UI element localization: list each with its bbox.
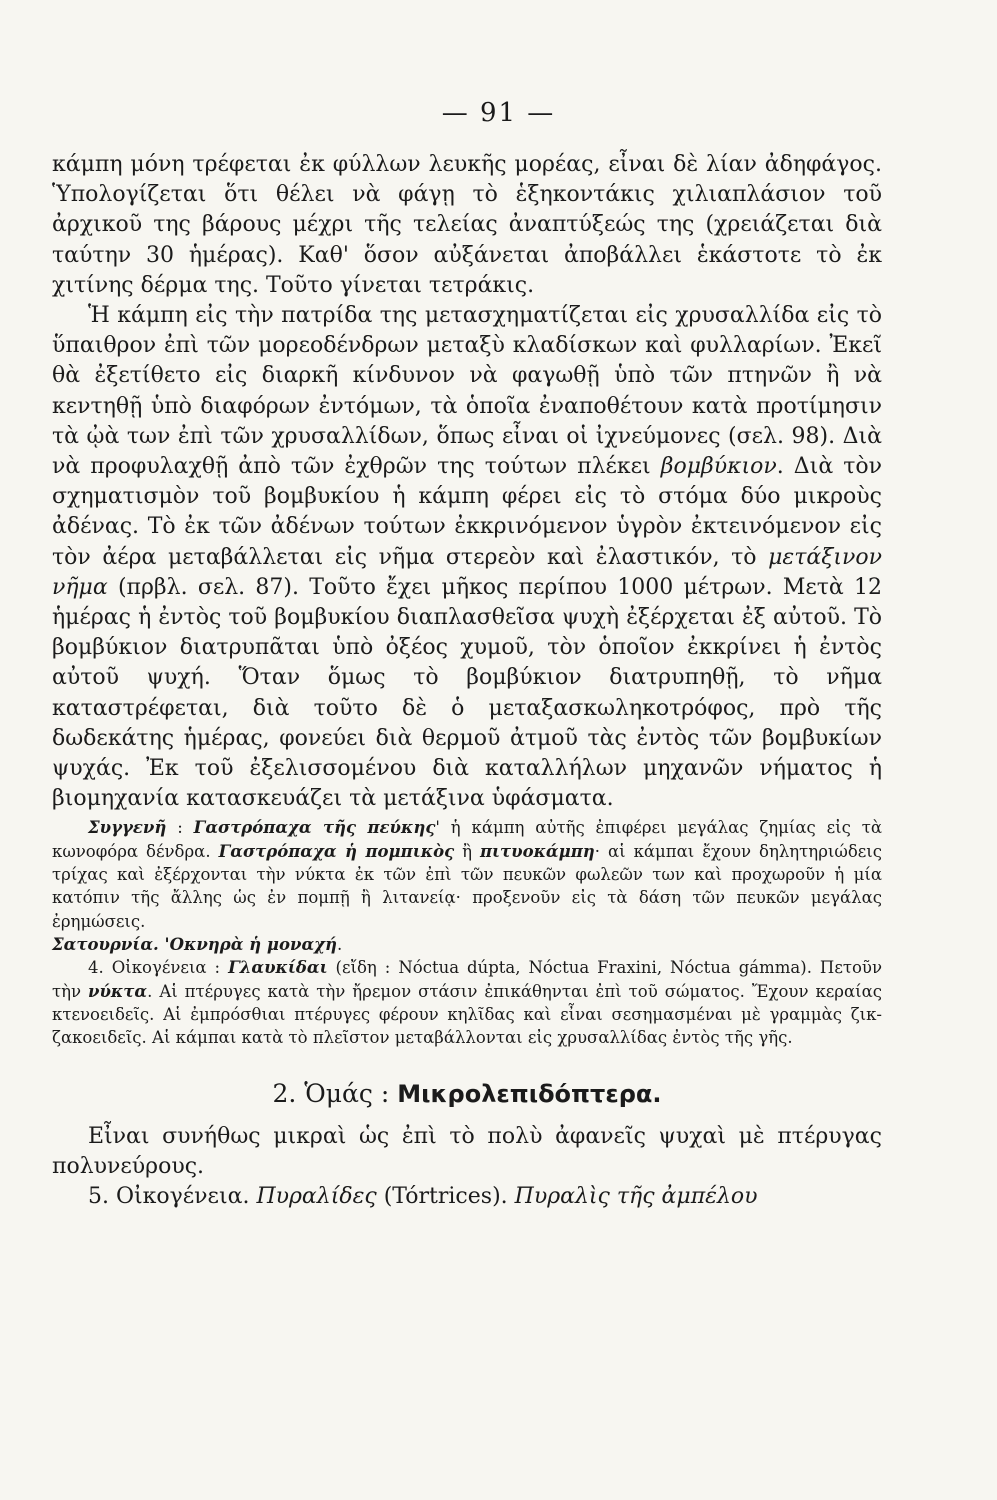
heading-title: Μικρολεπιδόπτερα. — [397, 1080, 662, 1109]
note-text: ' ἡ κάμπη αὐτῆς ἐπιφέρει μεγάλας ζημίας εἰς τὰ κωνοφόρα δένδρα. — [52, 818, 882, 861]
italic-term-silk-thread: μετάξινον νῆμα — [52, 544, 882, 600]
page-number: — 91 — — [441, 98, 556, 128]
species-name: 'Οκνηρὰ ἡ μοναχή — [164, 934, 337, 954]
species-name: Πυραλὶς τῆς ἀμπέλου — [514, 1184, 758, 1210]
paragraph-silkworm-feeding: κάμπη μόνη τρέφεται ἐκ φύλλων λευκῆς μορέας, εἶναι δὲ λίαν ἀδηφάγος. Ὑπολογίζεται ὅτι θέλει νὰ φάγῃ τὸ ἑξηκοντάκις χιλιαπλάσιον τοῦ ἀρχικοῦ της βάρους μέχρι τῆς τελείας ἀναπτύξεώς της (χρειάζεται διὰ ταύτην 30 ἡμέρας). Καθ' ὅσον αὐξάνεται ἀποβάλλει ἑκάστοτε τὸ ἐκ χιτίνης δέρμα της. Τοῦτο γίνεται τετράκις. — [52, 152, 882, 298]
species-name: Σατουρνία — [52, 934, 154, 954]
paragraph-family-pyralidae — [52, 1182, 882, 1212]
note-text: : — [166, 818, 194, 838]
italic-term-cocoon: βομβύκιον — [660, 454, 777, 480]
note-saturnia — [52, 933, 882, 956]
family-name: Πυραλίδες — [256, 1184, 377, 1210]
family-name: Γλαυκίδαι — [228, 958, 328, 978]
note-text: · αἱ κάμπαι ἔχουν δηλητηριώδεις τρίχας καὶ ἐξέρχονται τὴν νύκτα ἐκ τῶν ἐπὶ τῶν πευκῶν φωλεῶν των καὶ προχωροῦν ἡ μία κατόπιν τῆς ἄλλης ὡς ἐν πομπῇ ἢ λιτανείᾳ· προξενοῦν εἰς τὰ δάση τῶν πευκῶν μεγάλας ἐρημώσεις. — [52, 841, 883, 931]
note-text: (εἴδη : Nóctua dúpta, Nóctua Fraxini, Nóctua gámma). Πετοῦν τὴν — [52, 958, 882, 1001]
paragraph-text: 5. Οἰκογένεια. — [88, 1184, 257, 1210]
section-heading — [52, 1079, 882, 1109]
note-related-species — [52, 816, 882, 932]
note-text: . — [153, 934, 165, 954]
paragraph-text: . Διὰ τὸν σχηματισμὸν τοῦ βομβυκίου ἡ κάμπη φέρει εἰς τὸ στόμα δύο μικροὺς ἀδένας. Τὸ ἐκ τῶν ἀδένων τούτων ἐκκρινόμενον ὑγρὸν ἐκτεινόμενον εἰς τὸν ἀέρα μεταβάλλεται εἰς νῆμα στερεὸν καὶ ἐλαστικόν, τὸ — [52, 454, 882, 570]
note-label: Συγγενῆ — [88, 818, 167, 838]
paragraph-text: Ἡ κάμπη εἰς τὴν πατρίδα της μετασχηματίζεται εἰς χρυσαλλίδα εἰς τὸ ὕπαιθρον ἐπὶ τῶν μορεοδένδρων μεταξὺ κλαδίσκων καὶ φυλλαρίων. Ἐκεῖ θὰ ἐξετίθετο εἰς διαρκῆ κίνδυνον νὰ φαγωθῇ ὑπὸ τῶν πτηνῶν ἢ νὰ κεντηθῇ ὑπὸ διαφόρων ἐντόμων, τὰ ὁποῖα ἐναποθέτουν κατὰ προτίμησιν τὰ ᾠὰ των ἐπὶ τῶν χρυσαλλίδων, ὅπως εἶναι οἱ ἰχνεύμονες (σελ. 98). Διὰ νὰ προφυλαχθῇ ἀπὸ τῶν ἐχθρῶν της τούτων πλέκει — [52, 303, 882, 480]
paragraph-microlepidoptera: Εἶναι συνήθως μικραὶ ὡς ἐπὶ τὸ πολὺ ἀφανεῖς ψυχαὶ μὲ πτέρυγας πολυνεύρους. — [52, 1123, 882, 1179]
small-print-notes — [52, 816, 882, 1049]
emphasis-night: νύκτα — [88, 981, 148, 1001]
species-name: Γαστρόπαχα ἡ πομπικὸς — [218, 841, 455, 861]
heading-prefix: 2. Ὁμάς : — [272, 1079, 398, 1109]
note-text: . Αἱ πτέρυγες κατὰ τὴν ἤρεμον στάσιν ἐπικάθηνται ἐπὶ τοῦ σώματος. Ἔχουν κεραίας κτενοειδεῖς. Αἱ ἐμπρόσθιαι πτέρυγες φέρουν κηλῖδας καὶ εἶναι σεσημασμέναι μὲ γραμμὰς ζικ-ζακοειδεῖς. Αἱ κάμπαι κατὰ τὸ πλεῖστον μεταβάλλονται εἰς χρυσαλλίδας ἐντὸς τῆς γῆς. — [52, 981, 882, 1048]
note-text: 4. Οἰκογένεια : — [88, 958, 229, 978]
paragraph-cocoon — [52, 301, 882, 814]
species-name: πιτυοκάμπη — [479, 841, 595, 861]
paragraph-text: (πρβλ. σελ. 87). Τοῦτο ἔχει μῆκος περίπου 1000 μέτρων. Μετὰ 12 ἡμέρας ἡ ἐντὸς τοῦ βομβυκίου διαπλασθεῖσα ψυχὴ ἐξέρχεται ἐξ αὐτοῦ. Τὸ βομβύκιον διατρυπᾶται ὑπὸ ὀξέος χυμοῦ, τὸν ὁποῖον ἐκκρίνει ἡ ἐντὸς αὐτοῦ ψυχή. Ὅταν ὅμως τὸ βομβύκιον διατρυπηθῇ, τὸ νῆμα καταστρέφεται, διὰ τοῦτο δὲ ὁ μεταξασκωληκοτρόφος, πρὸ τῆς δωδεκάτης ἡμέρας, φονεύει διὰ θερμοῦ ἀτμοῦ τὰς ἐντὸς τῶν βομβυκίων ψυχάς. Ἐκ τοῦ ἐξελισσομένου διὰ καταλλήλων μηχανῶν νήματος ἡ βιομηχανία κατασκευάζει τὰ μετάξινα ὑφάσματα. — [52, 574, 882, 812]
body-text — [52, 150, 882, 1212]
note-text: . — [337, 934, 343, 954]
note-text: ἢ — [454, 841, 480, 861]
paragraph-text: (Tórtrices). — [376, 1184, 515, 1210]
species-name: Γαστρόπαχα τῆς πεύκης — [193, 818, 436, 838]
note-family-noctuidae — [52, 956, 882, 1049]
